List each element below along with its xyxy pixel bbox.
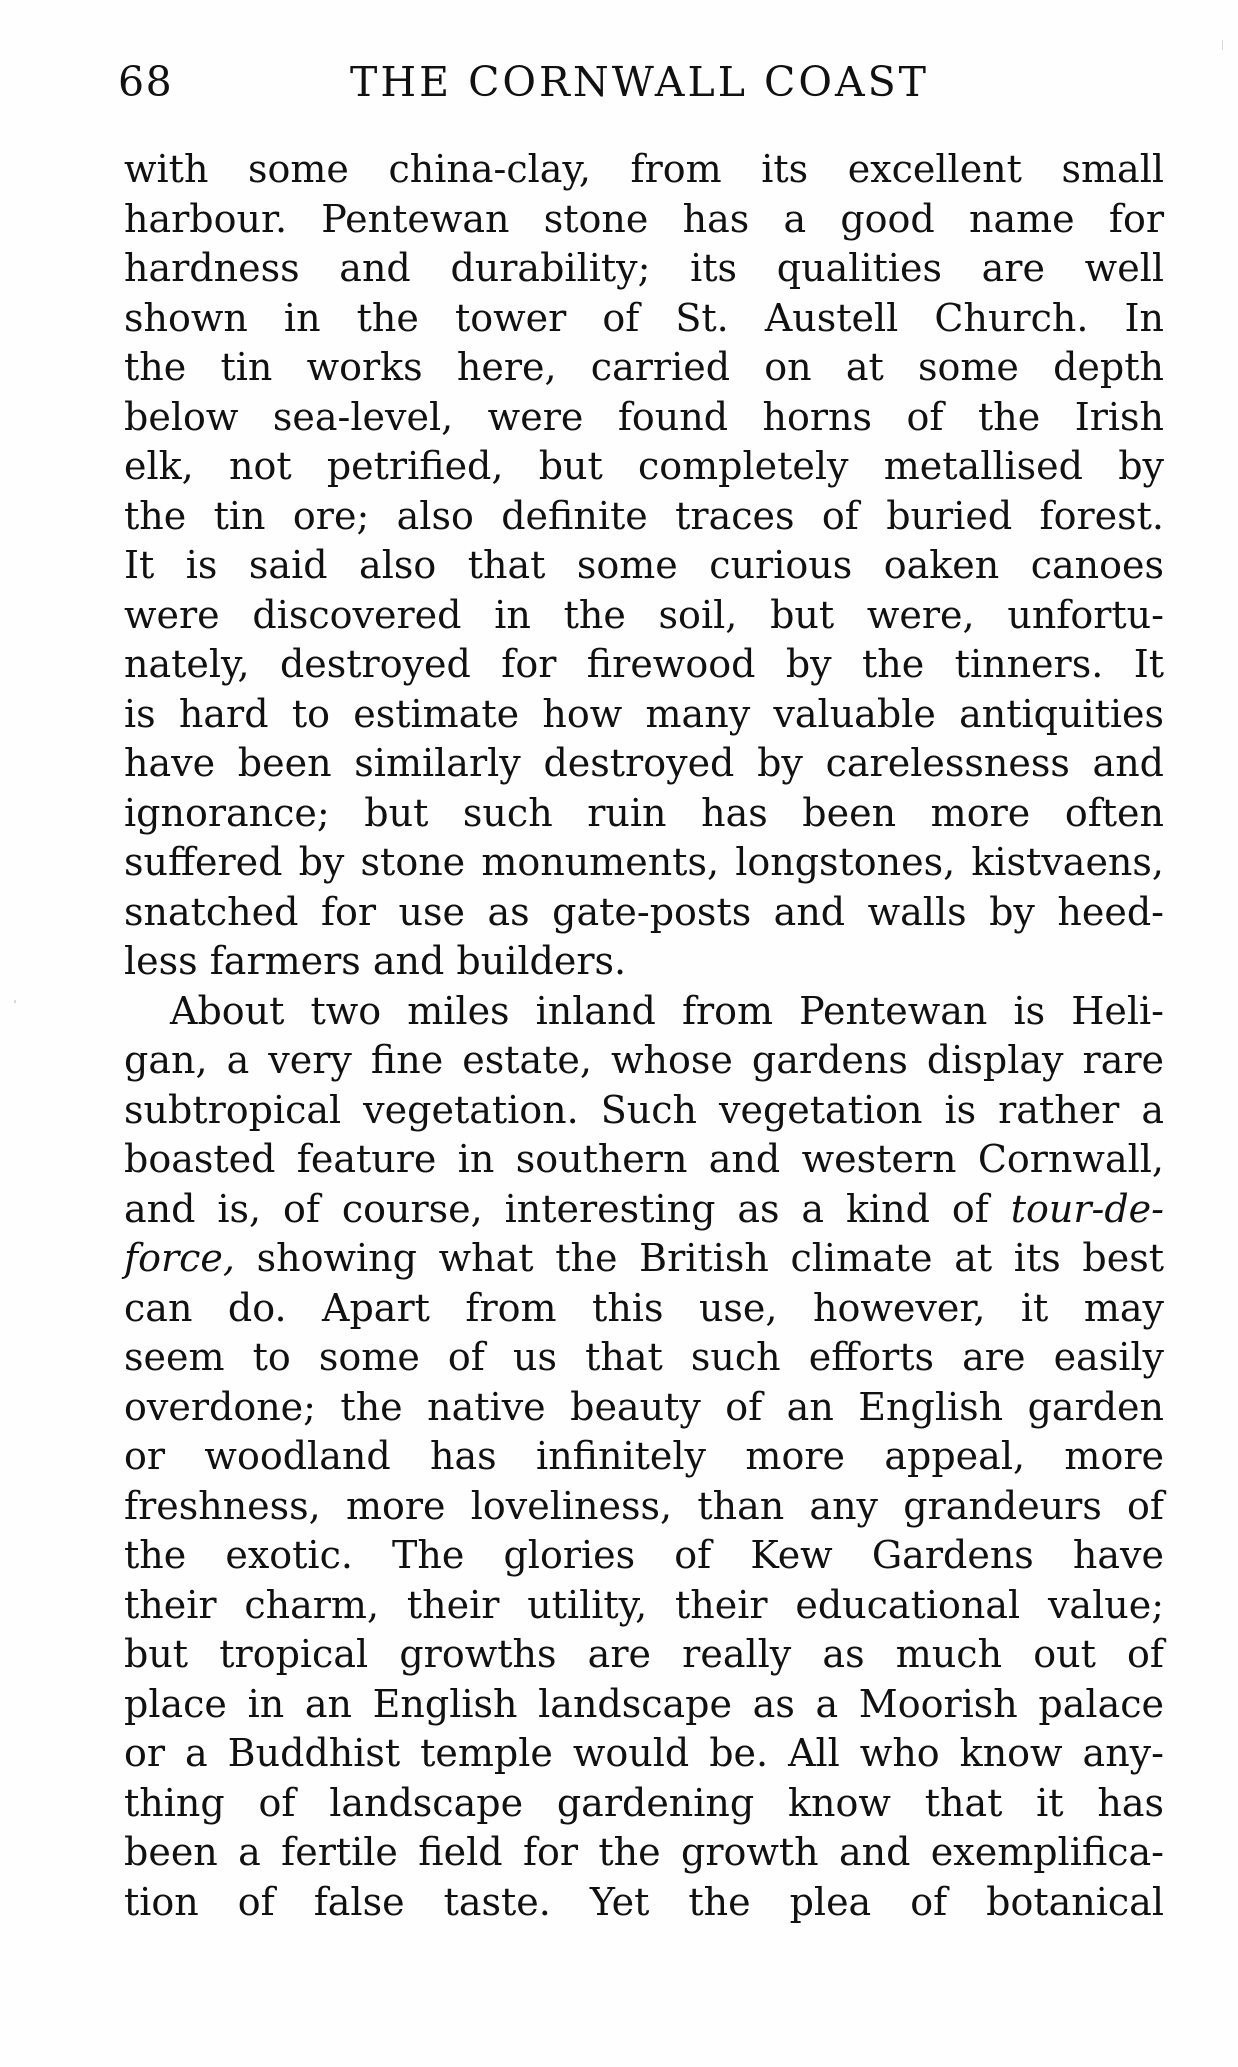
text-segment: nately, destroyed for firewood by the tinners. It — [124, 642, 1164, 686]
text-line — [124, 1878, 1164, 1928]
text-line — [124, 591, 1164, 641]
text-segment: with some china-clay, from its excellent small — [124, 147, 1164, 191]
text-segment: their charm, their utility, their educational value; — [124, 1582, 1164, 1627]
text-line — [124, 1234, 1164, 1284]
text-line — [124, 1630, 1164, 1680]
text-segment: gan, a very fine estate, whose gardens display rare — [124, 1038, 1164, 1082]
text-segment: is hard to estimate how many valuable antiquities — [124, 691, 1164, 736]
text-segment: boasted feature in southern and western Cornwall, — [124, 1137, 1164, 1181]
text-line — [124, 1333, 1164, 1383]
text-line — [124, 1581, 1164, 1631]
text-line — [124, 640, 1164, 690]
text-segment: ignorance; but such ruin has been more often — [124, 790, 1164, 835]
text-line — [124, 1036, 1164, 1086]
italic-text: tour-de- — [1010, 1186, 1164, 1231]
text-line — [124, 888, 1164, 938]
text-line — [124, 541, 1164, 591]
text-line — [124, 690, 1164, 740]
text-segment: snatched for use as gate-posts and walls by heed- — [124, 889, 1164, 934]
text-segment: below sea-level, were found horns of the Irish — [124, 394, 1164, 439]
text-segment: thing of landscape gardening know that it has — [124, 1780, 1164, 1825]
text-line — [124, 1086, 1164, 1136]
text-line — [124, 195, 1164, 245]
text-line — [124, 987, 1164, 1037]
running-title: THE CORNWALL COAST — [350, 58, 930, 106]
text-segment: or woodland has infinitely more appeal, more — [124, 1434, 1164, 1478]
text-line — [124, 1680, 1164, 1730]
text-segment: or a Buddhist temple would be. All who know any- — [124, 1731, 1164, 1775]
text-line — [124, 492, 1164, 542]
text-segment: the tin ore; also definite traces of buried forest. — [124, 493, 1164, 538]
text-segment: tion of false taste. Yet the plea of botanical — [124, 1879, 1164, 1924]
text-line — [124, 739, 1164, 789]
text-line — [124, 145, 1164, 195]
text-segment: place in an English landscape as a Moorish palace — [124, 1681, 1164, 1726]
text-line — [124, 789, 1164, 839]
margin-speck — [1222, 40, 1223, 50]
text-line — [124, 393, 1164, 443]
text-line — [124, 937, 1164, 987]
text-segment: and is, of course, interesting as a kind of — [124, 1186, 1011, 1231]
text-line — [124, 343, 1164, 393]
text-segment: have been similarly destroyed by carelessness and — [124, 741, 1164, 785]
page-number: 68 — [118, 58, 174, 106]
text-line — [124, 1482, 1164, 1532]
text-line — [124, 442, 1164, 492]
text-line — [124, 1284, 1164, 1334]
text-segment: the tin works here, carried on at some depth — [124, 345, 1164, 389]
text-line — [124, 1779, 1164, 1829]
text-line — [124, 1185, 1164, 1235]
text-segment: been a fertile field for the growth and exemplifica- — [124, 1830, 1164, 1874]
text-segment: less farmers and builders. — [124, 939, 627, 983]
text-segment: but tropical growths are really as much out of — [124, 1632, 1164, 1676]
text-line — [124, 1432, 1164, 1482]
text-segment: the exotic. The glories of Kew Gardens have — [124, 1533, 1164, 1577]
text-segment: freshness, more loveliness, than any grandeurs of — [124, 1483, 1164, 1528]
page-header — [118, 52, 1168, 112]
text-segment: overdone; the native beauty of an English garden — [124, 1384, 1164, 1429]
text-segment: hardness and durability; its qualities are well — [124, 246, 1164, 290]
text-segment: harbour. Pentewan stone has a good name for — [124, 196, 1164, 241]
text-segment: seem to some of us that such efforts are easily — [124, 1335, 1164, 1379]
text-segment: suffered by stone monuments, longstones, kistvaens, — [124, 840, 1164, 884]
italic-text: force, — [124, 1236, 235, 1280]
text-line — [124, 294, 1164, 344]
text-line — [124, 838, 1164, 888]
text-line — [124, 1729, 1164, 1779]
text-segment: elk, not petrified, but completely metallised by — [124, 444, 1164, 488]
margin-speck — [14, 1000, 16, 1003]
text-segment: showing what the British climate at its best — [234, 1236, 1164, 1280]
text-segment: shown in the tower of St. Austell Church. In — [124, 295, 1164, 340]
text-segment: About two miles inland from Pentewan is Heli- — [170, 988, 1164, 1033]
text-segment: were discovered in the soil, but were, unfortu- — [124, 592, 1164, 637]
text-segment: can do. Apart from this use, however, it may — [124, 1285, 1164, 1330]
text-segment: It is said also that some curious oaken canoes — [124, 543, 1164, 587]
text-line — [124, 1135, 1164, 1185]
text-line — [124, 244, 1164, 294]
text-line — [124, 1828, 1164, 1878]
text-segment: subtropical vegetation. Such vegetation is rather a — [124, 1087, 1164, 1132]
body-text — [124, 145, 1164, 1927]
text-line — [124, 1383, 1164, 1433]
text-line — [124, 1531, 1164, 1581]
